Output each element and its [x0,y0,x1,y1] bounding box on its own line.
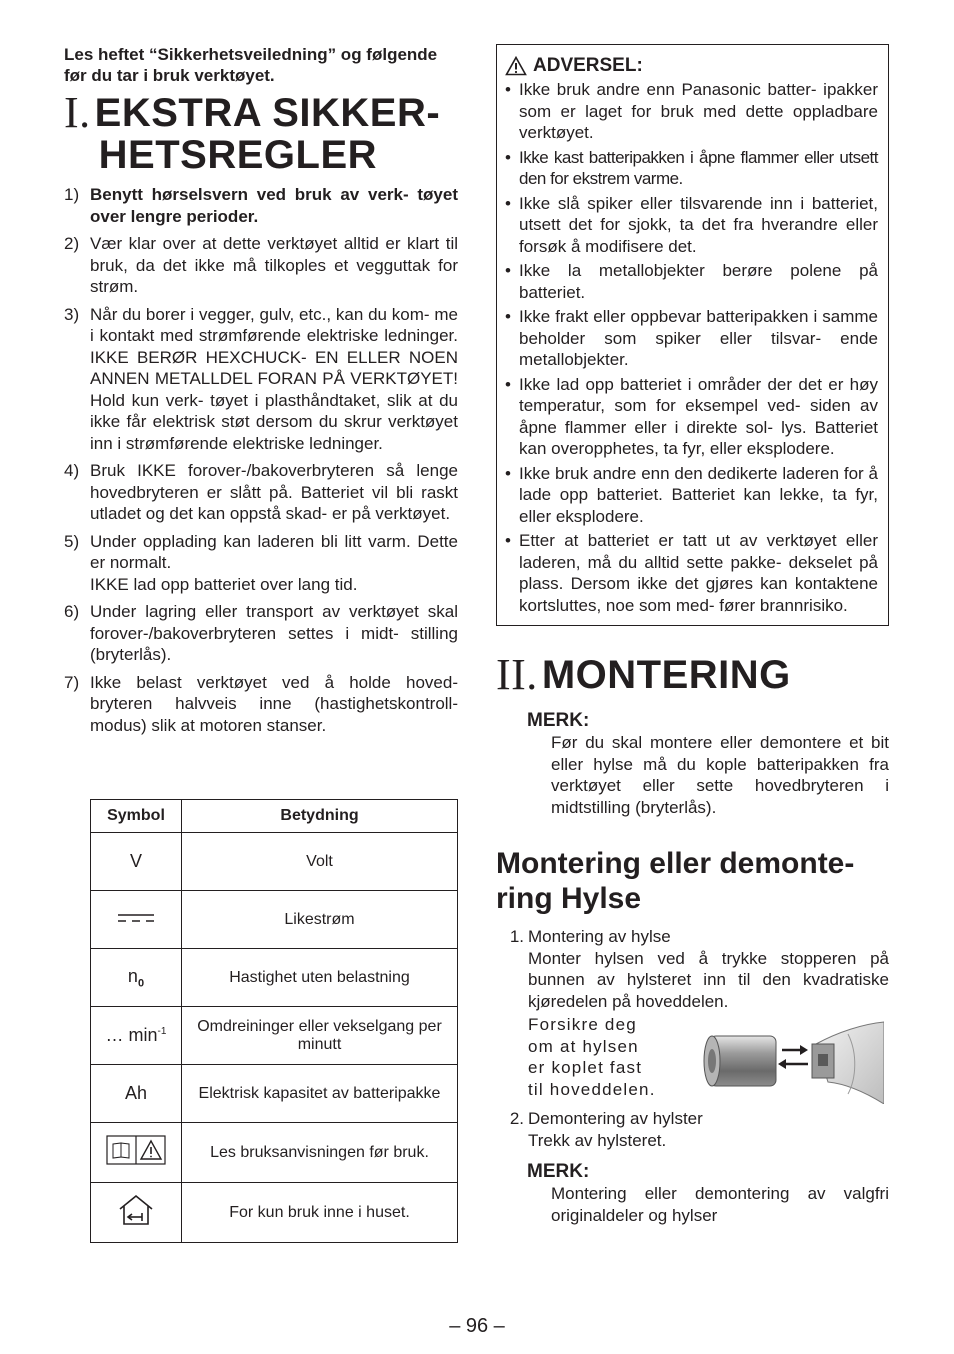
table-row: $n_0$ Hastighet uten belastning [91,949,458,1007]
section-2-title: MONTERING [541,653,791,697]
list-item: • Ikke la metallobjekter berøre polene på batteriet. [505,261,878,302]
table-row: Likestrøm [91,891,458,949]
list-item: • Ikke bruk andre enn den dedikerte laderen for å lade opp batteriet. Batteriet kan lekke, ta fyr, eller eksplodere. [505,463,878,526]
list-item: 1. Montering av hylse Monter hylsen ved å trykke stopperen på bunnen av hylsteret inn til den kvadratiske kjøredelen på hoveddelen. Forsikre deg om at hylsen er koplet fast til hoveddelen. [496,926,889,1104]
table-row: For kun bruk inne i huset. [91,1183,458,1243]
note-label: MERK: [527,710,590,731]
section-1-heading [64,88,458,177]
note-text: Før du skal montere eller demontere et bit eller hylse må du kople batteripakken fra verktøyet eller sette hovedbryteren i midtstilling (bryterlås). [551,733,889,817]
left-column [64,44,458,742]
section-2-numeral: II. [496,650,538,699]
list-item: • Ikke kast batteripakken i åpne flammer eller utsett den for ekstrem varme. [505,147,878,188]
figure-caption: Forsikre deg om at hylsen er koplet fast til hoveddelen. [528,1015,656,1099]
list-item: 2) Vær klar over at dette verktøyet alltid er klart til bruk, da det ikke må tilkoples et vegguttak for strøm. [64,234,458,296]
list-item: 1) Benytt hørselsvern ved bruk av verk- tøyet over lengre perioder. [64,185,458,226]
list-item: • Etter at batteriet er tatt ut av verktøyet eller laderen, må du alltid sette pakke- dekselet på plass. Dersom ikke det gjøres kan kontaktene kortsluttes, noe som med- fører brannrisiko. [505,531,878,615]
list-item: • Ikke bruk andre enn Panasonic batter- ipakker som er laget for bruk med dette oppladbare verktøyet. [505,80,878,142]
symbol-column-header: Symbol [91,800,182,833]
safety-rules-list [64,184,458,736]
list-item: 7) Ikke belast verktøyet ved å holde hoved- bryteren halvveis inne (hastighetskontroll- modus) slik at motoren stanser. [64,672,458,735]
list-item: • Ikke frakt eller oppbevar batteripakken i samme beholder som spiker eller tilsvar- ende metallobjekter. [505,307,878,369]
warning-list [505,79,878,616]
section-1-title-line-2: HETSREGLER [98,133,378,177]
warning-triangle-icon [505,56,527,76]
table-row: … $\min^{-1}$ Omdreininger eller vekselgang per minutt [91,1007,458,1065]
list-item: 4) Bruk IKKE forover-/bakoverbryteren så lenge hovedbryteren er slått på. Batteriet vil bli raskt utladet og det kan oppstå skad- er på verktøyet. [64,461,458,523]
page-number: – 96 – [449,1315,505,1337]
list-item: 3) Når du borer i vegger, gulv, etc., kan du kom- me i kontakt med strømførende elektriske ledninger. IKKE BERØR HEXCHUCK- EN ELLER NOEN ANNEN METALLDEL FORAN PÅ VERKTØYET! Hold kun verk- tøyet i plasthåndtaket, slik at du ikke får elektrisk støt dersom du skrur verktøyet inn i strømførende elektriske ledninger. [64,304,458,453]
list-item: 6) Under lagring eller transport av verktøyet skal forover-/bakoverbryteren settes i midt- stilling (bryterlås). [64,602,458,664]
intro-text: Les heftet “Sikkerhetsveiledning” og følgende før du tar i bruk verktøyet. [64,45,438,85]
section-1-numeral: I. [64,88,91,137]
steps-list [496,926,889,1151]
socket-mounting-illustration [698,1014,884,1104]
table-row: Ah Elektrisk kapasitet av batteripakke [91,1065,458,1123]
table-row: V Volt [91,833,458,891]
table-header-row [91,800,458,833]
list-item: • Ikke slå spiker eller tilsvarende inn i batteriet, utsett det for sjokk, ta det fra hverandre eller forsøk å modifisere det. [505,193,878,256]
meaning-column-header: Betydning [182,800,458,833]
indoor-use-icon [116,1193,156,1227]
note-2-label: MERK: [527,1161,590,1182]
section-2-heading [496,650,889,699]
section-1-title-line-1: EKSTRA SIKKER- [94,91,441,135]
warning-box [496,44,889,626]
list-item: • Ikke lad opp batteriet i områder der det er høy temperatur, som for eksempel ved- siden av åpne flammer eller i direkte sol- lys. Batteriet kan overopphetes, ta fyr, eller eksplodere. [505,374,878,458]
right-column [496,44,889,1226]
list-item: 2. Demontering av hylster Trekk av hylsteret. [509,1109,703,1150]
table-row: Les bruksanvisningen før bruk. [91,1123,458,1183]
dc-icon [116,911,156,925]
note-2-text: Montering eller demontering av valgfri originaldeler og hylser [551,1184,889,1225]
symbol-table [90,799,458,1243]
warning-heading [505,55,878,77]
warning-title: ADVERSEL: [533,55,643,76]
list-item: 5) Under opplading kan laderen bli litt varm. Dette er normalt. IKKE lad opp batteriet over lang tid. [64,531,458,594]
subheading: Montering eller demonte- ring Hylse [496,847,855,915]
manual-warning-icon [106,1135,166,1165]
